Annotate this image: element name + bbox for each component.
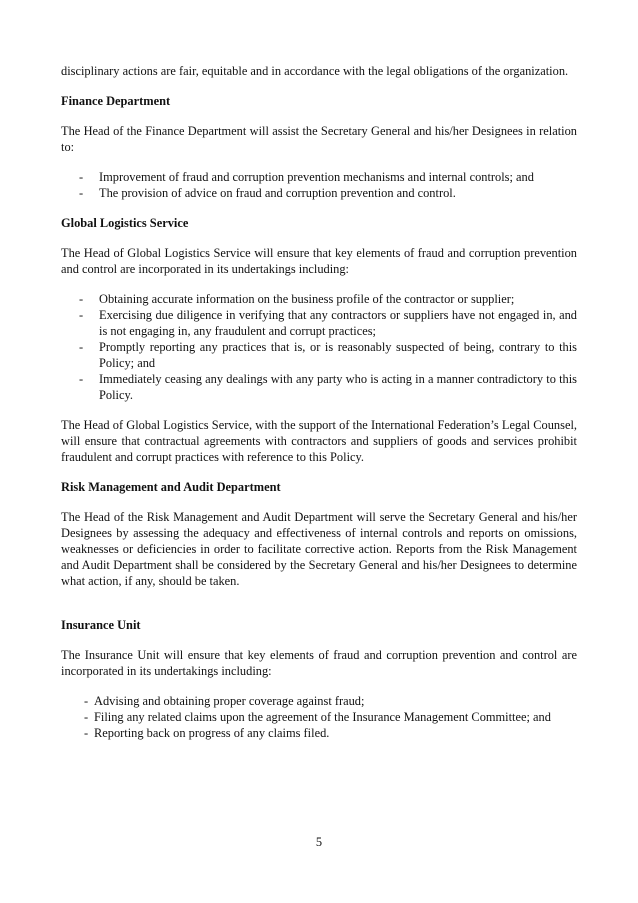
list-item-text: Reporting back on progress of any claims filed. [94, 726, 330, 740]
list-item-text: Obtaining accurate information on the business profile of the contractor or supplier; [99, 292, 515, 306]
logistics-list [61, 291, 577, 403]
dash-bullet: - [79, 186, 84, 200]
list-item [61, 185, 577, 201]
dash-bullet: - [84, 694, 89, 708]
list-item [61, 725, 577, 741]
list-item [61, 693, 577, 709]
logistics-heading: Global Logistics Service [61, 216, 189, 230]
dash-bullet: - [79, 170, 84, 184]
insurance-list [61, 693, 577, 741]
list-item-text: Filing any related claims upon the agreement of the Insurance Management Committee; and [94, 710, 551, 724]
logistics-paragraph: The Head of Global Logistics Service will ensure that key elements of fraud and corruption prevention and control are incorporated in its undertakings including: [61, 246, 577, 276]
list-item [61, 371, 577, 403]
risk-paragraph: The Head of the Risk Management and Audit Department will serve the Secretary General and his/her Designees by assessing the adequacy and effectiveness of internal controls and reports on omissions, weaknesses or deficiencies in order to facilitate corrective action. Reports from the Risk Management and Audit Department shall be considered by the Secretary General and his/her Designees to determine what action, if any, should be taken. [61, 510, 577, 588]
finance-heading: Finance Department [61, 94, 171, 108]
page-number: 5 [315, 835, 323, 849]
list-item [61, 709, 577, 725]
logistics-paragraph-2: The Head of Global Logistics Service, with the support of the International Federation’s Legal Counsel, will ensure that contractual agreements with contractors and suppliers of goods and services prohibit fraudulent and corrupt practices with reference to this Policy. [61, 418, 577, 464]
dash-bullet: - [79, 372, 84, 386]
list-item-text: The provision of advice on fraud and corruption prevention and control. [99, 186, 456, 200]
list-item-text: Immediately ceasing any dealings with any party who is acting in a manner contradictory to this Policy. [99, 372, 577, 402]
document-page [61, 63, 577, 755]
finance-paragraph: The Head of the Finance Department will assist the Secretary General and his/her Designees in relation to: [61, 124, 577, 154]
dash-bullet: - [79, 292, 84, 306]
list-item-text: Advising and obtaining proper coverage against fraud; [94, 694, 365, 708]
intro-paragraph: disciplinary actions are fair, equitable and in accordance with the legal obligations of the organization. [61, 64, 569, 78]
dash-bullet: - [79, 308, 84, 322]
dash-bullet: - [79, 340, 84, 354]
insurance-heading: Insurance Unit [61, 618, 141, 632]
list-item [61, 307, 577, 339]
list-item-text: Exercising due diligence in verifying that any contractors or suppliers have not engaged in, and is not engaging in, any fraudulent and corrupt practices; [99, 308, 577, 338]
list-item [61, 291, 577, 307]
risk-heading: Risk Management and Audit Department [61, 480, 281, 494]
list-item-text: Promptly reporting any practices that is, or is reasonably suspected of being, contrary to this Policy; and [99, 340, 577, 370]
list-item [61, 339, 577, 371]
dash-bullet: - [84, 710, 89, 724]
insurance-paragraph: The Insurance Unit will ensure that key elements of fraud and corruption prevention and control are incorporated in its undertakings including: [61, 648, 577, 678]
list-item [61, 169, 577, 185]
finance-list [61, 169, 577, 201]
dash-bullet: - [84, 726, 89, 740]
list-item-text: Improvement of fraud and corruption prevention mechanisms and internal controls; and [99, 170, 534, 184]
section-spacer [61, 603, 577, 617]
